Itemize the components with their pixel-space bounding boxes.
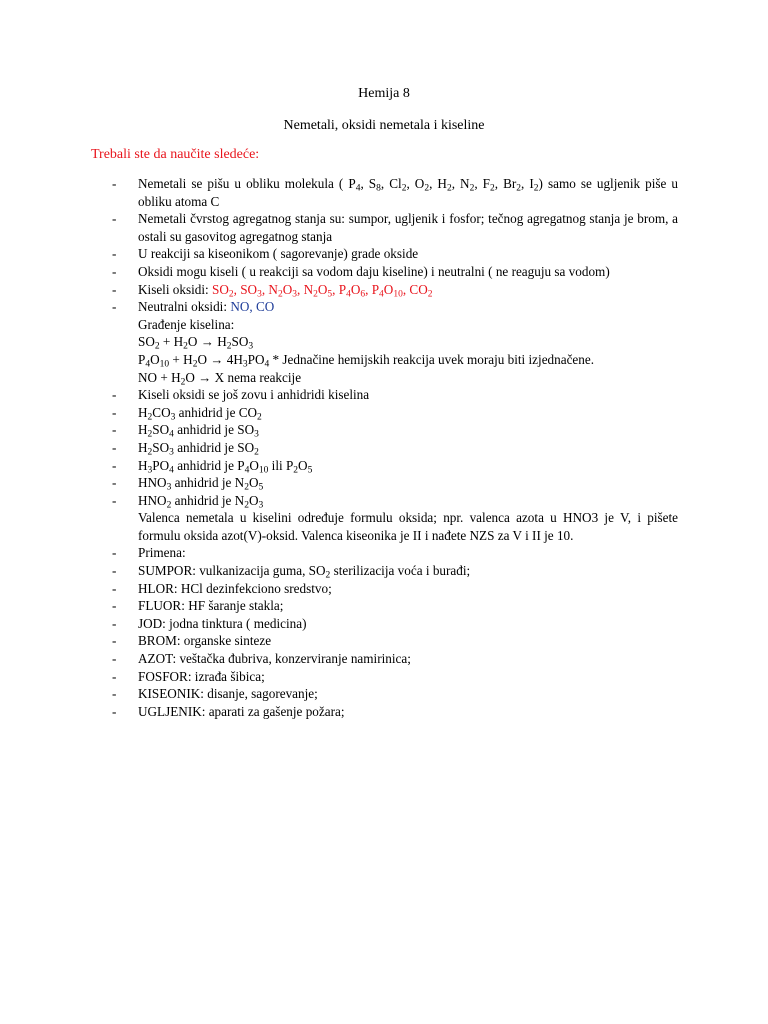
text-segment: O — [298, 457, 308, 473]
text-segment: AZOT: veštačka đubriva, konzerviranje namirinica; — [138, 651, 411, 667]
list-item-continuation — [112, 351, 678, 369]
list-item — [112, 386, 678, 404]
text-segment: UGLJENIK: aparati za gašenje požara; — [138, 703, 345, 719]
text-segment: , Br — [494, 176, 517, 191]
list-item — [112, 439, 678, 457]
text-segment: O — [317, 281, 328, 297]
bullet-dash: - — [112, 580, 117, 596]
text-segment: NO + H — [138, 369, 181, 385]
subscript: 3 — [258, 500, 264, 511]
subscript: 3 — [292, 289, 297, 300]
text-segment: + H — [169, 351, 193, 367]
bullet-dash: - — [112, 633, 117, 649]
subscript: 2 — [147, 447, 153, 458]
subscript: 2 — [446, 183, 452, 194]
list-item — [112, 650, 678, 668]
text-segment: Kiseli oksidi se još zovu i anhidridi kiselina — [138, 387, 370, 403]
text-segment: anhidrid je P — [173, 457, 245, 473]
text-segment: O — [350, 281, 361, 297]
text-segment: anhidrid je SO — [173, 439, 255, 455]
text-segment: SO — [231, 334, 249, 350]
bullet-dash: - — [112, 439, 117, 455]
subscript: 3 — [166, 482, 172, 493]
text-segment: anhidrid je SO — [173, 422, 255, 438]
text-segment: HNO — [138, 492, 167, 508]
subscript: 2 — [293, 465, 299, 476]
list-item — [112, 474, 678, 492]
text-segment: Nemetali čvrstog agregatnog stanja su: sumpor, ugljenik i fosfor; tečnog agregatnog stanja je brom, a ostali su gasovitog agregatnog stanja — [138, 211, 678, 244]
list-item — [112, 562, 678, 580]
text-segment: H — [138, 422, 148, 438]
text-segment: Primena: — [138, 545, 186, 561]
bullet-dash: - — [112, 281, 117, 297]
text-segment: U reakciji sa kiseonikom ( sagorevanje) grade okside — [138, 246, 419, 262]
intro-heading: Trebali ste da naučite sledeće: — [91, 147, 260, 162]
subscript: 3 — [147, 465, 153, 476]
text-segment: , I — [521, 176, 534, 191]
text-segment: FLUOR: HF šaranje stakla; — [138, 598, 284, 614]
list-item — [112, 668, 678, 686]
list-item — [112, 492, 678, 510]
bullet-dash: - — [112, 211, 117, 227]
text-segment: , P — [365, 281, 380, 297]
subscript: 3 — [170, 412, 176, 423]
subscript: 2 — [424, 183, 430, 194]
text-segment: Neutralni oksidi: — [138, 299, 231, 315]
text-segment: H — [138, 439, 148, 455]
subscript: 4 — [346, 289, 351, 300]
text-segment: * Jednačine hemijskih reakcija uvek moraju biti izjednačene. — [269, 351, 595, 367]
list-item-continuation — [112, 316, 678, 334]
bullet-dash: - — [112, 703, 117, 719]
text-segment: SUMPOR: vulkanizacija guma, SO — [138, 563, 326, 579]
bullet-dash: - — [112, 457, 117, 473]
list-item — [112, 263, 678, 281]
text-segment: O — [150, 351, 160, 367]
bullet-dash: - — [112, 475, 117, 491]
text-segment: , CO — [402, 281, 428, 297]
subscript: 2 — [516, 183, 522, 194]
list-item-continuation — [112, 333, 678, 351]
subscript: 2 — [490, 183, 495, 194]
subscript: 2 — [228, 289, 234, 300]
subscript: 4 — [244, 465, 250, 476]
list-item — [112, 703, 678, 721]
bullet-dash: - — [112, 176, 117, 191]
subscript: 2 — [401, 183, 407, 194]
text-segment: O → X nema reakcije — [185, 369, 302, 385]
subscript: 2 — [244, 500, 249, 511]
subscript: 5 — [258, 482, 264, 493]
bullet-dash: - — [112, 246, 117, 262]
text-segment: , N — [451, 176, 470, 191]
text-segment: HLOR: HCl dezinfekciono sredstvo; — [138, 580, 332, 596]
subscript: 2 — [192, 359, 198, 370]
text-segment: Građenje kiselina: — [138, 316, 235, 332]
text-segment: SO — [212, 281, 229, 297]
bullet-dash: - — [112, 263, 117, 279]
text-segment: NO, CO — [230, 299, 275, 315]
subscript: 4 — [355, 183, 361, 194]
subscript: 2 — [183, 342, 188, 352]
list-item — [112, 298, 678, 316]
list-item — [112, 281, 678, 299]
list-item — [112, 245, 678, 263]
text-segment: , N — [296, 281, 314, 297]
bullet-dash: - — [112, 404, 117, 420]
subscript: 5 — [327, 289, 333, 300]
text-segment: H — [138, 457, 148, 473]
subscript: 8 — [376, 183, 381, 194]
subscript: 2 — [257, 412, 262, 423]
bullet-dash: - — [112, 686, 117, 702]
text-segment: BROM: organske sinteze — [138, 633, 272, 649]
subscript: 2 — [254, 447, 259, 458]
text-segment: P — [138, 351, 146, 367]
bullet-dash: - — [112, 563, 117, 579]
content-list — [112, 175, 678, 720]
subscript: 2 — [313, 289, 318, 300]
text-segment: ili P — [268, 457, 294, 473]
subscript: 3 — [257, 289, 262, 300]
subscript: 4 — [169, 429, 174, 440]
subscript: 4 — [169, 465, 174, 476]
text-segment: Nemetali se pišu u obliku molekula ( P — [138, 176, 356, 191]
text-segment: O — [249, 457, 259, 473]
text-segment: Oksidi mogu kiseli ( u reakciji sa vodom daju kiseline) i neutralni ( ne reaguju sa vodom) — [138, 263, 610, 279]
subscript: 2 — [166, 500, 172, 511]
bullet-dash: - — [112, 598, 117, 614]
text-segment: HNO — [138, 475, 167, 491]
bullet-dash: - — [112, 668, 117, 684]
bullet-dash: - — [112, 387, 117, 403]
text-segment: , H — [429, 176, 447, 191]
text-segment: , S — [360, 176, 377, 191]
list-item — [112, 175, 678, 210]
subscript: 3 — [242, 359, 248, 370]
subscript: 2 — [427, 289, 433, 300]
subscript: 2 — [469, 183, 475, 194]
list-item — [112, 685, 678, 703]
text-segment: sterilizacija voća i burađi; — [330, 563, 471, 579]
text-segment: SO — [138, 334, 155, 350]
subscript: 2 — [277, 289, 283, 300]
bullet-dash: - — [112, 492, 117, 508]
list-item — [112, 404, 678, 422]
subscript: 3 — [169, 447, 174, 458]
subscript: 2 — [325, 570, 331, 581]
text-segment: SO — [152, 439, 170, 455]
subscript: 2 — [147, 412, 153, 423]
text-segment: O → H — [187, 334, 227, 350]
page-subtitle: Nemetali, oksidi nemetala i kiseline — [283, 118, 485, 133]
subscript: 10 — [258, 465, 269, 476]
bullet-dash: - — [112, 651, 117, 667]
subscript: 6 — [360, 289, 366, 300]
text-segment: anhidrid je N — [171, 492, 245, 508]
subscript: 2 — [533, 183, 539, 194]
text-segment: , O — [406, 176, 425, 191]
text-segment: , N — [261, 281, 278, 297]
text-segment: PO — [152, 457, 170, 473]
page-title: Hemija 8 — [358, 86, 410, 101]
text-segment: O → 4H — [197, 351, 243, 367]
list-item — [112, 597, 678, 615]
list-item-continuation — [112, 509, 678, 544]
text-segment: O — [248, 475, 259, 491]
subscript: 5 — [307, 465, 313, 476]
text-segment: JOD: jodna tinktura ( medicina) — [138, 615, 307, 631]
bullet-dash: - — [112, 615, 117, 631]
text-segment: CO — [152, 404, 171, 420]
text-segment: , P — [332, 281, 347, 297]
subscript: 2 — [180, 377, 186, 388]
text-segment: O — [248, 492, 259, 508]
subscript: 10 — [393, 289, 403, 300]
text-segment: H — [138, 404, 148, 420]
text-segment: + H — [159, 334, 184, 350]
text-segment: SO — [152, 422, 170, 438]
subscript: 3 — [254, 429, 259, 440]
text-segment: KISEONIK: disanje, sagorevanje; — [138, 686, 318, 702]
list-item — [112, 421, 678, 439]
subscript: 2 — [147, 429, 153, 440]
bullet-dash: - — [112, 545, 117, 561]
text-segment: ) samo se ugljenik piše u obliku atoma C — [138, 176, 679, 209]
subscript: 10 — [159, 359, 170, 370]
list-item — [112, 457, 678, 475]
subscript: 4 — [145, 359, 151, 370]
subscript: 3 — [248, 342, 254, 352]
text-segment: , SO — [233, 281, 258, 297]
subscript: 2 — [154, 342, 160, 352]
subscript: 2 — [244, 482, 249, 493]
text-segment: FOSFOR: izrađa šibica; — [138, 668, 265, 684]
list-item — [112, 615, 678, 633]
text-segment: , F — [474, 176, 491, 191]
bullet-dash: - — [112, 422, 117, 438]
text-segment: anhidrid je N — [171, 475, 245, 491]
text-segment: anhidrid je CO — [175, 404, 258, 420]
list-item — [112, 580, 678, 598]
text-segment: O — [282, 281, 293, 297]
text-segment: Kiseli oksidi: — [138, 281, 212, 297]
list-item — [112, 210, 678, 245]
list-item — [112, 632, 678, 650]
subscript: 2 — [226, 342, 232, 352]
bullet-dash: - — [112, 299, 117, 315]
text-segment: Valenca nemetala u kiselini određuje formulu oksida; npr. valenca azota u HNO3 je V, i pišete formulu oksida azot(V)-oksid. Valenca kiseonika je II i nađete NZS za V i II je 10. — [138, 510, 678, 543]
text-segment: O — [383, 281, 394, 297]
subscript: 4 — [264, 359, 270, 370]
subscript: 4 — [379, 289, 384, 300]
text-segment: PO — [247, 351, 265, 367]
list-item — [112, 544, 678, 562]
text-segment: , Cl — [380, 176, 402, 191]
list-item-continuation — [112, 369, 678, 387]
